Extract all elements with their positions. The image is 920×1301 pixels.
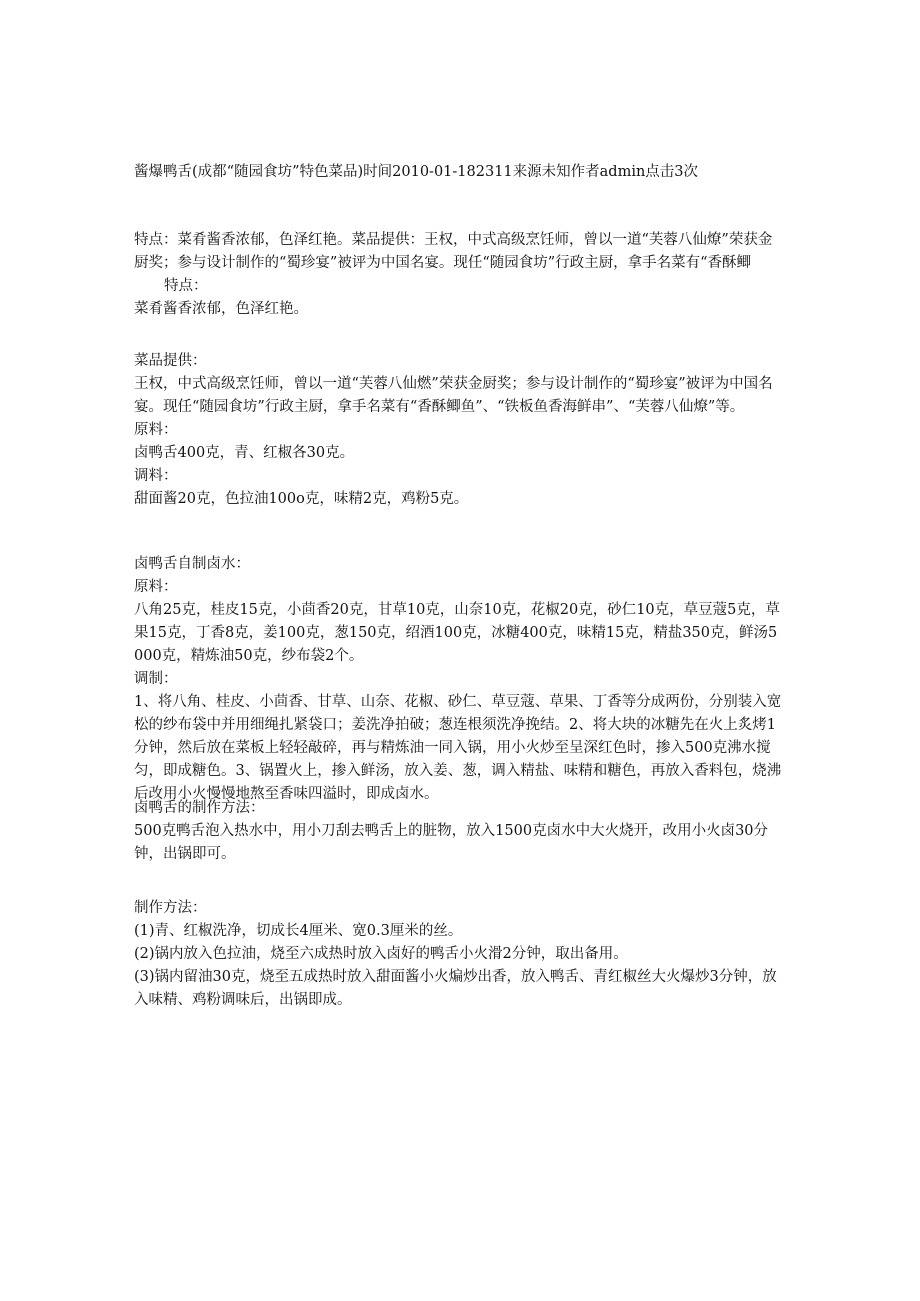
tongue-method-text: 500克鸭舌泡入热水中，用小刀刮去鸭舌上的脏物，放入1500克卤水中大火烧开，改用小火卤30分钟，出锅即可。 <box>134 823 769 862</box>
brine-title: 卤鸭舌自制卤水： <box>134 556 250 572</box>
provider-block <box>134 350 786 511</box>
summary-block <box>134 229 786 321</box>
tongue-method-block <box>134 797 786 866</box>
features-text: 菜肴酱香浓郁，色泽红艳。 <box>134 301 308 317</box>
brine-ingredients-text: 八角25克，桂皮15克，小茴香20克，甘草10克，山奈10克，花椒20克，砂仁10克，草豆蔻5克，草果15克，丁香8克，姜100克，葱150克，绍酒100克，冰糖400克，味精15克，精盐350克，鲜汤5000克，精炼油50克，纱布袋2个。 <box>134 602 780 664</box>
brine-method-text: 1、将八角、桂皮、小茴香、甘草、山奈、花椒、砂仁、草豆蔻、草果、丁香等分成两份，分别装入宽松的纱布袋中并用细绳扎紧袋口；姜洗净拍破；葱连根须洗净挽结。2、将大块的冰糖先在火上炙烤1分钟，然后放在菜板上轻轻敲碎，再与精炼油一同入锅，用小火炒至呈深红色时，掺入500克沸水搅匀，即成糖色。3、锅置火上，掺入鲜汤，放入姜、葱，调入精盐、味精和糖色，再放入香料包，烧沸后改用小火慢慢地熬至香味四溢时，即成卤水。 <box>134 694 782 802</box>
ingredients-label: 原料： <box>134 422 178 438</box>
provider-text: 王权，中式高级烹饪师，曾以一道“芙蓉八仙燃”荣获金厨奖；参与设计制作的“蜀珍宴”被评为中国名宴。现任“随园食坊”行政主厨，拿手名菜有“香酥鲫鱼”、“铁板鱼香海鲜串”、“芙蓉八仙燎”等。 <box>134 376 773 415</box>
method-title: 制作方法： <box>134 900 207 916</box>
seasoning-text: 甜面酱20克，色拉油100o克，味精2克，鸡粉5克。 <box>134 491 469 507</box>
brine-block <box>134 553 786 806</box>
brine-ingredients-label: 原料： <box>134 579 178 595</box>
provider-label: 菜品提供： <box>134 353 207 369</box>
tongue-method-title: 卤鸭舌的制作方法： <box>134 800 265 816</box>
method-step: (3)锅内留油30克，烧至五成热时放入甜面酱小火煸炒出香，放入鸭舌、青红椒丝大火爆炒3分钟，放入味精、鸡粉调味后，出锅即成。 <box>134 969 777 1008</box>
seasoning-label: 调料： <box>134 468 178 484</box>
ingredients-text: 卤鸭舌400克，青、红椒各30克。 <box>134 445 355 461</box>
method-block <box>134 897 786 1012</box>
features-label: 特点： <box>164 278 208 294</box>
method-step: (1)青、红椒洗净，切成长4厘米、宽0.3厘米的丝。 <box>134 923 463 939</box>
summary-text: 特点：菜肴酱香浓郁，色泽红艳。菜品提供：王权，中式高级烹饪师，曾以一道“芙蓉八仙燎”荣获金厨奖；参与设计制作的“蜀珍宴”被评为中国名宴。现任“随园食坊”行政主厨，拿手名菜有“香酥鲫 <box>134 232 773 271</box>
method-step: (2)锅内放入色拉油，烧至六成热时放入卤好的鸭舌小火滑2分钟，取出备用。 <box>134 946 628 962</box>
brine-method-label: 调制： <box>134 671 178 687</box>
page-title: 酱爆鸭舌(成都“随园食坊”特色菜品)时间2010-01-182311来源未知作者admin点击3次 <box>134 164 699 180</box>
